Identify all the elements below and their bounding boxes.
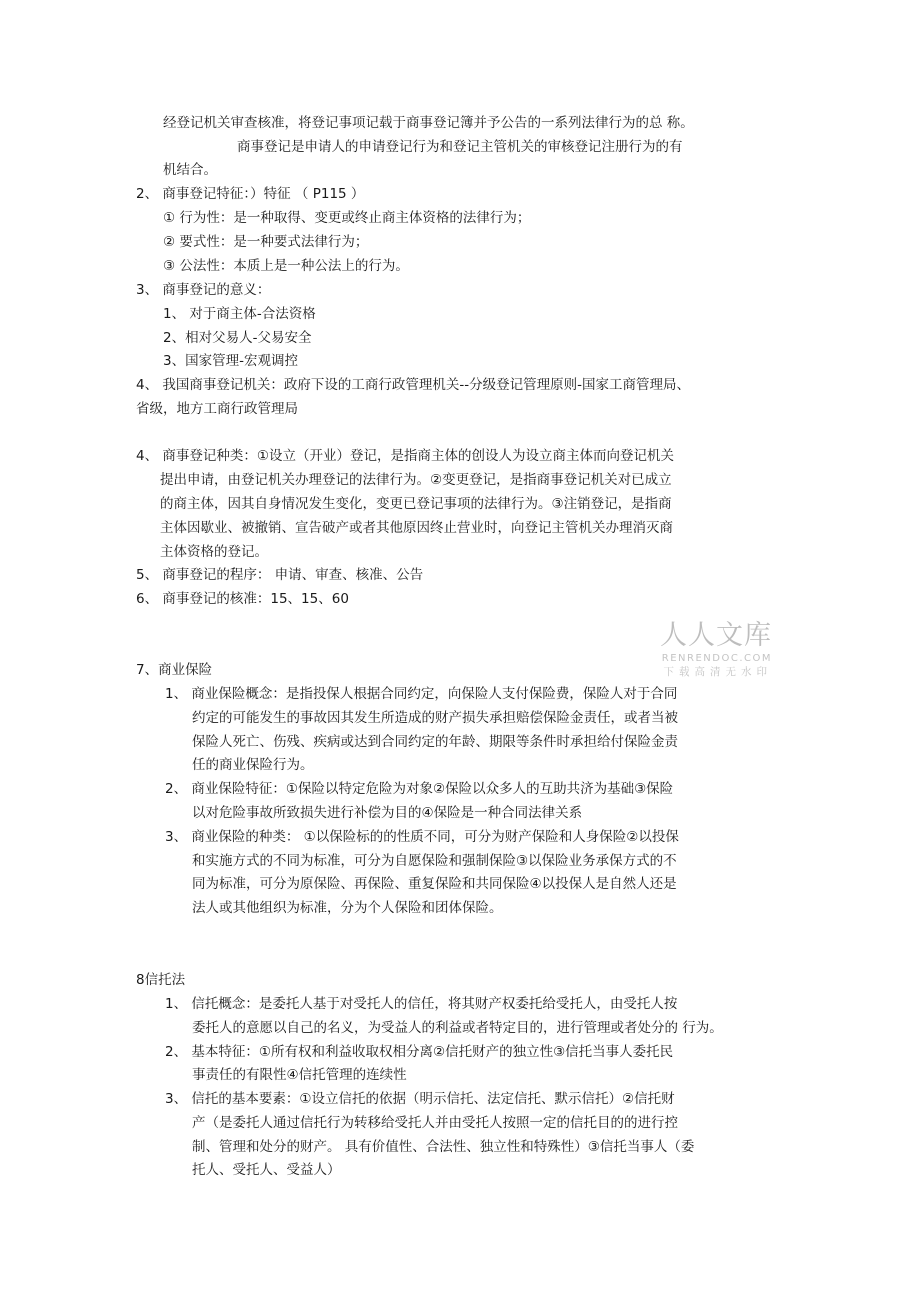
text-line: ③ 公法性：本质上是一种公法上的行为。 — [163, 258, 409, 274]
section-heading: 4、 商事登记种类：①设立（开业）登记，是指商主体的创设人为设立商主体而向登记机关 — [136, 448, 674, 464]
text-line: 1、 对于商主体-合法资格 — [163, 306, 316, 322]
text-line: 约定的可能发生的事故因其发生所造成的财产损失承担赔偿保险金责任，或者当被 — [192, 710, 678, 726]
text-line: 的商主体，因其自身情况发生变化，变更已登记事项的法律行为。③注销登记，是指商 — [160, 496, 672, 512]
text-line: 1、 信托概念：是委托人基于对受托人的信任，将其财产权委托给受托人，由受托人按 — [165, 996, 678, 1012]
text-line: 2、相对父易人-父易安全 — [163, 330, 312, 346]
text-line: 任的商业保险行为。 — [192, 757, 314, 773]
text-line: ② 要式性：是一种要式法律行为； — [163, 234, 369, 250]
text-line: 3、 信托的基本要素：①设立信托的依据（明示信托、法定信托、默示信托）②信托财 — [165, 1091, 675, 1107]
section-heading: 4、 我国商事登记机关：政府下设的工商行政管理机关--分级登记管理原则-国家工商管理局、 — [136, 377, 690, 393]
text-line: 以对危险事故所致损失进行补偿为目的④保险是一种合同法律关系 — [192, 805, 583, 821]
text-line: 3、国家管理-宏观调控 — [163, 353, 298, 369]
watermark — [648, 620, 772, 680]
text-line: 3、 商业保险的种类： ①以保险标的的性质不同，可分为财产保险和人身保险②以投保 — [165, 829, 679, 845]
section-heading: 6、 商事登记的核准：15、15、60 — [136, 591, 349, 607]
text-line: 保险人死亡、伤残、疾病或达到合同约定的年龄、期限等条件时承担给付保险金责 — [192, 734, 678, 750]
text-line: 省级，地方工商行政管理局 — [136, 401, 298, 417]
watermark-logo: 人人文库 — [660, 620, 772, 651]
text-line: 同为标准，可分为原保险、再保险、重复保险和共同保险④以投保人是自然人还是 — [192, 876, 677, 892]
text-line: ① 行为性：是一种取得、变更或终止商主体资格的法律行为； — [163, 210, 531, 226]
text-line: 制、管理和处分的财产。 具有价值性、合法性、独立性和特殊性）③信托当事人（委 — [192, 1139, 695, 1155]
text-line: 主体资格的登记。 — [160, 544, 268, 560]
section-heading: 2、 商事登记特征：）特征 （ P115 ） — [136, 186, 365, 202]
text-line: 委托人的意愿以自己的名义，为受益人的利益或者特定目的，进行管理或者处分的 行为。 — [192, 1020, 723, 1036]
text-line: 和实施方式的不同为标准，可分为自愿保险和强制保险③以保险业务承保方式的不 — [192, 853, 677, 869]
text-line: 商事登记是申请人的申请登记行为和登记主管机关的审核登记注册行为的有 — [237, 139, 683, 155]
text-line: 1、 商业保险概念：是指投保人根据合同约定，向保险人支付保险费，保险人对于合同 — [165, 686, 678, 702]
section-heading: 5、 商事登记的程序： 申请、审查、核准、公告 — [136, 567, 424, 583]
text-line: 事责任的有限性④信托管理的连续性 — [192, 1067, 407, 1083]
text-line: 经登记机关审查核准，将登记事项记载于商事登记簿并予公告的一系列法律行为的总 称。 — [163, 115, 694, 131]
section-heading: 7、商业保险 — [136, 662, 213, 678]
text-line: 产（是委托人通过信托行为转移给受托人并由受托人按照一定的信托目的的进行控 — [192, 1115, 678, 1131]
text-line: 提出申请，由登记机关办理登记的法律行为。②变更登记，是指商事登记机关对已成立 — [160, 472, 672, 488]
text-line: 法人或其他组织为标准，分为个人保险和团体保险。 — [192, 900, 503, 916]
text-line: 机结合。 — [163, 162, 217, 178]
text-line: 2、 商业保险特征：①保险以特定危险为对象②保险以众多人的互助共济为基础③保险 — [165, 781, 674, 797]
section-heading: 3、 商事登记的意义： — [136, 282, 271, 298]
watermark-url: RENRENDOC.COM — [661, 653, 772, 664]
text-line: 主体因歇业、被撤销、宣告破产或者其他原因终止营业时，向登记主管机关办理消灭商 — [160, 520, 673, 536]
section-heading: 8信托法 — [136, 972, 186, 988]
text-line: 2、 基本特征：①所有权和利益收取权相分离②信托财产的独立性③信托当事人委托民 — [165, 1044, 674, 1060]
text-line: 托人、受托人、受益人） — [192, 1162, 341, 1178]
watermark-subtitle: 下载高清无水印 — [663, 666, 772, 678]
